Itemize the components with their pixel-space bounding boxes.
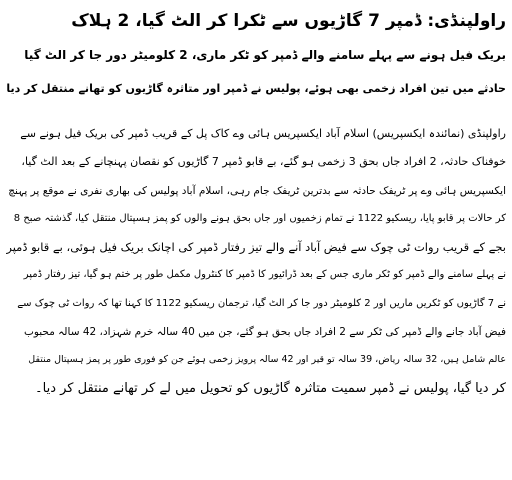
sub-headline-1: بریک فیل ہونے سے پہلے سامنے والے ڈمپر کو ٹکر ماری، 2 کلومیٹر دور جا کر الٹ گیا bbox=[24, 48, 506, 62]
sub-headline-2: حادثے میں تین افراد زخمی بھی ہوئے، پولیس نے ڈمپر اور متاثرہ گاڑیوں کو تھانے منتقل کر دیا bbox=[6, 82, 506, 95]
body-line: عالم شامل ہیں، 32 سالہ ریاض، 39 سالہ تو قیر اور 42 سالہ پرویز زخمی ہوئے جن کو فوری طور پر پمز ہسپتال منتقل bbox=[28, 354, 506, 366]
body-line: کر حالات پر قابو پایا، ریسکیو 1122 نے تمام زخمیوں اور جاں بحق ہونے والوں کو پمز ہسپتال منتقل کیا، گذشتہ صبح 8 bbox=[13, 212, 506, 224]
body-line: بجے کے قریب روات ٹی چوک سے فیض آباد آنے والے تیز رفتار ڈمپر کی اچانک بریک فیل ہوئی، بے قابو ڈمپر bbox=[6, 240, 506, 255]
body-line: راولپنڈی (نمائندہ ایکسپریس) اسلام آباد ایکسپریس ہائی وے کاک پل کے قریب ڈمپر کی بریک فیل ہونے سے bbox=[20, 127, 506, 140]
main-headline: راولپنڈی: ڈمپر 7 گاڑیوں سے ٹکرا کر الٹ گیا، 2 ہلاک bbox=[71, 11, 506, 31]
news-article bbox=[6, 4, 506, 476]
body-line: نے 7 گاڑیوں کو ٹکریں ماریں اور 2 کلومیٹر دور جا کر الٹ گیا، ترجمان ریسکیو 1122 کا کہنا تھا کہ روات ٹی چوک سے bbox=[17, 297, 506, 309]
body-line: ایکسپریس ہائی وے پر ٹریفک حادثہ سے بدترین ٹریفک جام رہی، اسلام آباد پولیس کی بھاری نفری نے موقع پر پہنچ bbox=[8, 184, 506, 197]
body-line: فیض آباد جانے والے ڈمپر کی ٹکر سے 2 افراد جاں بحق ہو گئے، جن میں 40 سالہ خرم شہزاد، 42 سالہ محبوب bbox=[23, 326, 506, 339]
article-body bbox=[6, 120, 506, 403]
body-line: خوفناک حادثہ، 2 افراد جاں بحق 3 زخمی ہو گئے، بے قابو ڈمپر 7 گاڑیوں کو نقصان پہنچانے کے بعد الٹ گیا، bbox=[21, 155, 506, 169]
body-line: کر دیا گیا، پولیس نے ڈمپر سمیت متاثرہ گاڑیوں کو تحویل میں لے کر تھانے منتقل کر دیا۔ bbox=[35, 380, 506, 396]
body-line: نے پہلے سامنے والے ڈمپر کو ٹکر ماری جس کے بعد ڈرائیور کا ڈمپر کا کنٹرول مکمل طور پر ختم ہو گیا، تیز رفتار ڈمپر bbox=[23, 269, 506, 281]
